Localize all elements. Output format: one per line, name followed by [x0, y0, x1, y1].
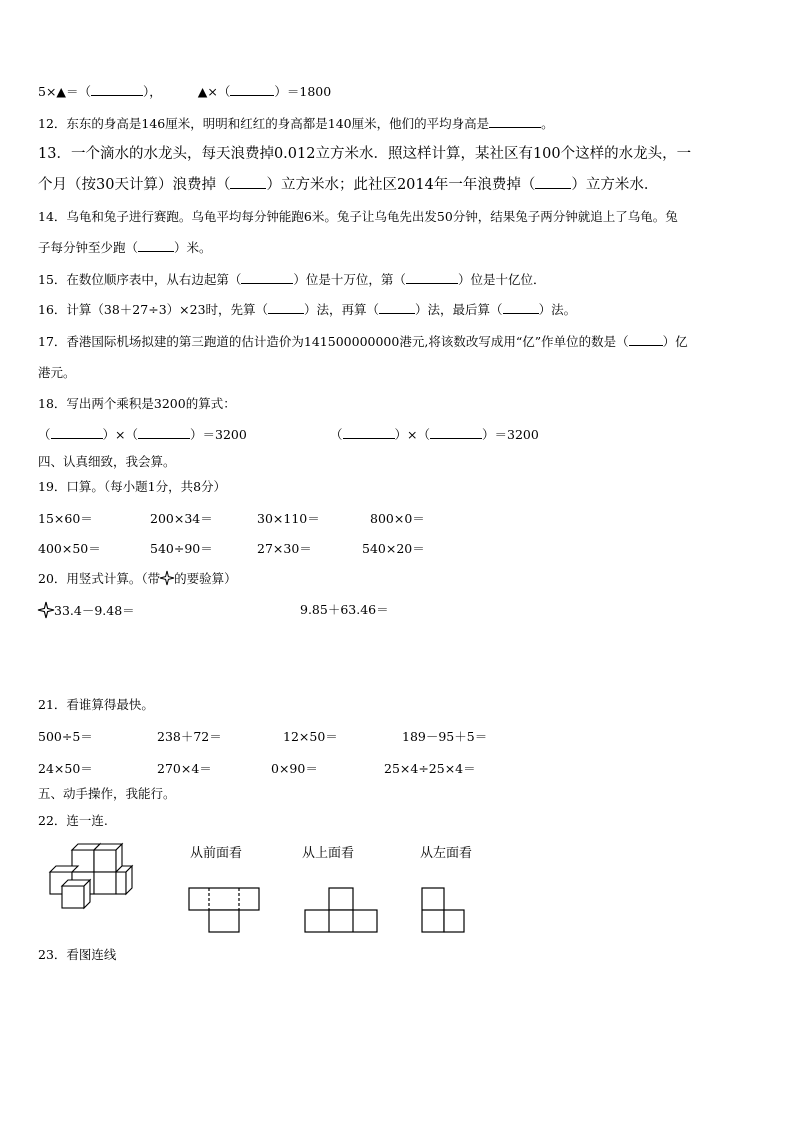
answer-blank[interactable]	[268, 302, 304, 314]
calc-item: 540÷90＝	[150, 541, 213, 556]
answer-blank[interactable]	[535, 177, 571, 189]
question-13-line1: 13．一个滴水的水龙头，每天浪费掉0.012立方米水．照这样计算，某社区有100个这样的水龙头，一	[38, 146, 692, 162]
question-20-item-1: 33.4－9.48＝	[38, 602, 135, 619]
question-18-eq-1: （ ）×（ ）＝3200	[38, 427, 247, 442]
question-18-eq-2: （ ）×（ ）＝3200	[330, 427, 539, 442]
view-label-top: 从上面看	[302, 846, 355, 861]
answer-blank[interactable]	[379, 302, 415, 314]
calc-item: 12×50＝	[283, 729, 338, 744]
view-label-left: 从左面看	[420, 846, 473, 861]
calc-item: 540×20＝	[362, 541, 425, 556]
question-17-line2: 港元。	[38, 365, 76, 380]
question-22-title: 22．连一连.	[38, 813, 108, 828]
question-14-line2: 子每分钟至少跑（ ）米。	[38, 240, 212, 255]
calc-item: 27×30＝	[257, 541, 312, 556]
answer-blank[interactable]	[138, 240, 174, 252]
question-16: 16．计算（38＋27÷3）×23时，先算（ ）法，再算（ ）法，最后算（ ）法。	[38, 302, 577, 317]
calc-item: 238＋72＝	[157, 729, 222, 744]
section-4-heading: 四、认真细致，我会算。	[38, 454, 176, 469]
calc-item: 189－95＋5＝	[402, 729, 488, 744]
question-12: 12．东东的身高是146厘米，明明和红红的身高都是140厘米，他们的平均身高是 。	[38, 116, 554, 131]
calc-item: 500÷5＝	[38, 729, 93, 744]
star-icon	[160, 571, 174, 585]
section-5-heading: 五、动手操作，我能行。	[38, 786, 176, 801]
question-20-title: 20．用竖式计算。（带 的要验算）	[38, 571, 237, 586]
answer-blank[interactable]	[406, 272, 458, 284]
calc-item: 200×34＝	[150, 511, 213, 526]
answer-blank[interactable]	[343, 427, 395, 439]
calc-item: 15×60＝	[38, 511, 93, 526]
cube-solid-figure	[42, 842, 138, 912]
answer-blank[interactable]	[430, 427, 482, 439]
question-13-line2: 个月（按30天计算）浪费掉（ ）立方米水；此社区2014年一年浪费掉（ ）立方米水．	[38, 177, 659, 193]
answer-blank[interactable]	[503, 302, 539, 314]
calc-item: 24×50＝	[38, 761, 93, 776]
calc-item: 800×0＝	[370, 511, 425, 526]
view-label-front: 从前面看	[190, 846, 243, 861]
calc-item: 30×110＝	[257, 511, 320, 526]
answer-blank[interactable]	[91, 84, 143, 96]
calc-item: 0×90＝	[271, 761, 318, 776]
view-shape-3[interactable]	[421, 887, 467, 933]
question-19-title: 19．口算。（每小题1分，共8分）	[38, 479, 227, 494]
view-shape-2[interactable]	[304, 887, 378, 933]
answer-blank[interactable]	[241, 272, 293, 284]
question-20-item-2: 9.85＋63.46＝	[300, 602, 389, 617]
answer-blank[interactable]	[138, 427, 190, 439]
question-14-line1: 14．乌龟和兔子进行赛跑。乌龟平均每分钟能跑6米。兔子让乌龟先出发50分钟，结果兔子两分钟就追上了乌龟。兔	[38, 209, 678, 224]
question-18-title: 18．写出两个乘积是3200的算式：	[38, 396, 236, 411]
question-15: 15．在数位顺序表中，从右边起第（ ）位是十万位，第（ ）位是十亿位．	[38, 272, 546, 287]
star-icon	[38, 602, 54, 618]
answer-blank[interactable]	[230, 177, 266, 189]
question-21-title: 21．看谁算得最快。	[38, 697, 154, 712]
answer-blank[interactable]	[629, 334, 663, 346]
question-17-line1: 17．香港国际机场拟建的第三跑道的估计造价为141500000000港元,将该数改写成用“亿”作单位的数是（ ）亿	[38, 334, 688, 349]
answer-blank[interactable]	[489, 116, 541, 128]
answer-blank[interactable]	[51, 427, 103, 439]
calc-item: 270×4＝	[157, 761, 212, 776]
answer-blank[interactable]	[230, 84, 274, 96]
calc-item: 25×4÷25×4＝	[384, 761, 476, 776]
calc-item: 400×50＝	[38, 541, 101, 556]
q11-tail-line: 5×▲＝（ ）， ▲×（ ）＝1800	[38, 84, 332, 99]
question-23-title: 23．看图连线	[38, 947, 117, 962]
view-shape-1[interactable]	[188, 887, 260, 933]
